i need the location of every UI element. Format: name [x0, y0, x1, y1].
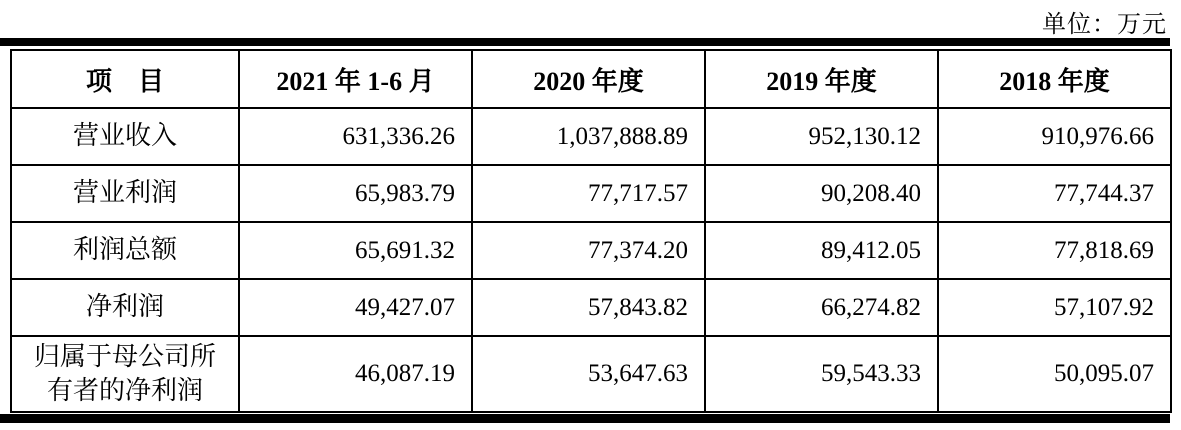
value-cell: 631,336.26	[239, 108, 472, 165]
value-cell: 46,087.19	[239, 336, 472, 412]
financial-summary-table	[10, 49, 1172, 413]
row-label: 利润总额	[11, 222, 239, 279]
value-cell: 53,647.63	[472, 336, 705, 412]
table-row-operating-revenue	[11, 108, 1171, 165]
value-cell: 89,412.05	[705, 222, 938, 279]
bottom-thick-rule	[0, 414, 1170, 423]
value-cell: 77,818.69	[938, 222, 1171, 279]
value-cell: 77,374.20	[472, 222, 705, 279]
table-header-row	[11, 50, 1171, 108]
col-header-2018: 2018 年度	[938, 50, 1171, 108]
value-cell: 65,691.32	[239, 222, 472, 279]
value-cell: 49,427.07	[239, 279, 472, 336]
row-label: 营业利润	[11, 165, 239, 222]
value-cell: 90,208.40	[705, 165, 938, 222]
col-header-2020: 2020 年度	[472, 50, 705, 108]
col-header-2019: 2019 年度	[705, 50, 938, 108]
col-header-item: 项 目	[11, 50, 239, 108]
value-cell: 1,037,888.89	[472, 108, 705, 165]
unit-label: 单位：万元	[1042, 12, 1167, 38]
value-cell: 50,095.07	[938, 336, 1171, 412]
top-thick-rule	[0, 38, 1170, 46]
row-label: 营业收入	[11, 108, 239, 165]
value-cell: 910,976.66	[938, 108, 1171, 165]
table-row-total-profit	[11, 222, 1171, 279]
value-cell: 59,543.33	[705, 336, 938, 412]
row-label: 归属于母公司所有者的净利润	[11, 336, 239, 412]
value-cell: 77,744.37	[938, 165, 1171, 222]
table-row-operating-profit	[11, 165, 1171, 222]
row-label: 净利润	[11, 279, 239, 336]
value-cell: 65,983.79	[239, 165, 472, 222]
value-cell: 57,107.92	[938, 279, 1171, 336]
value-cell: 57,843.82	[472, 279, 705, 336]
value-cell: 952,130.12	[705, 108, 938, 165]
value-cell: 77,717.57	[472, 165, 705, 222]
value-cell: 66,274.82	[705, 279, 938, 336]
col-header-2021-h1: 2021 年 1-6 月	[239, 50, 472, 108]
table-row-net-profit	[11, 279, 1171, 336]
table-row-net-profit-parent	[11, 336, 1171, 412]
